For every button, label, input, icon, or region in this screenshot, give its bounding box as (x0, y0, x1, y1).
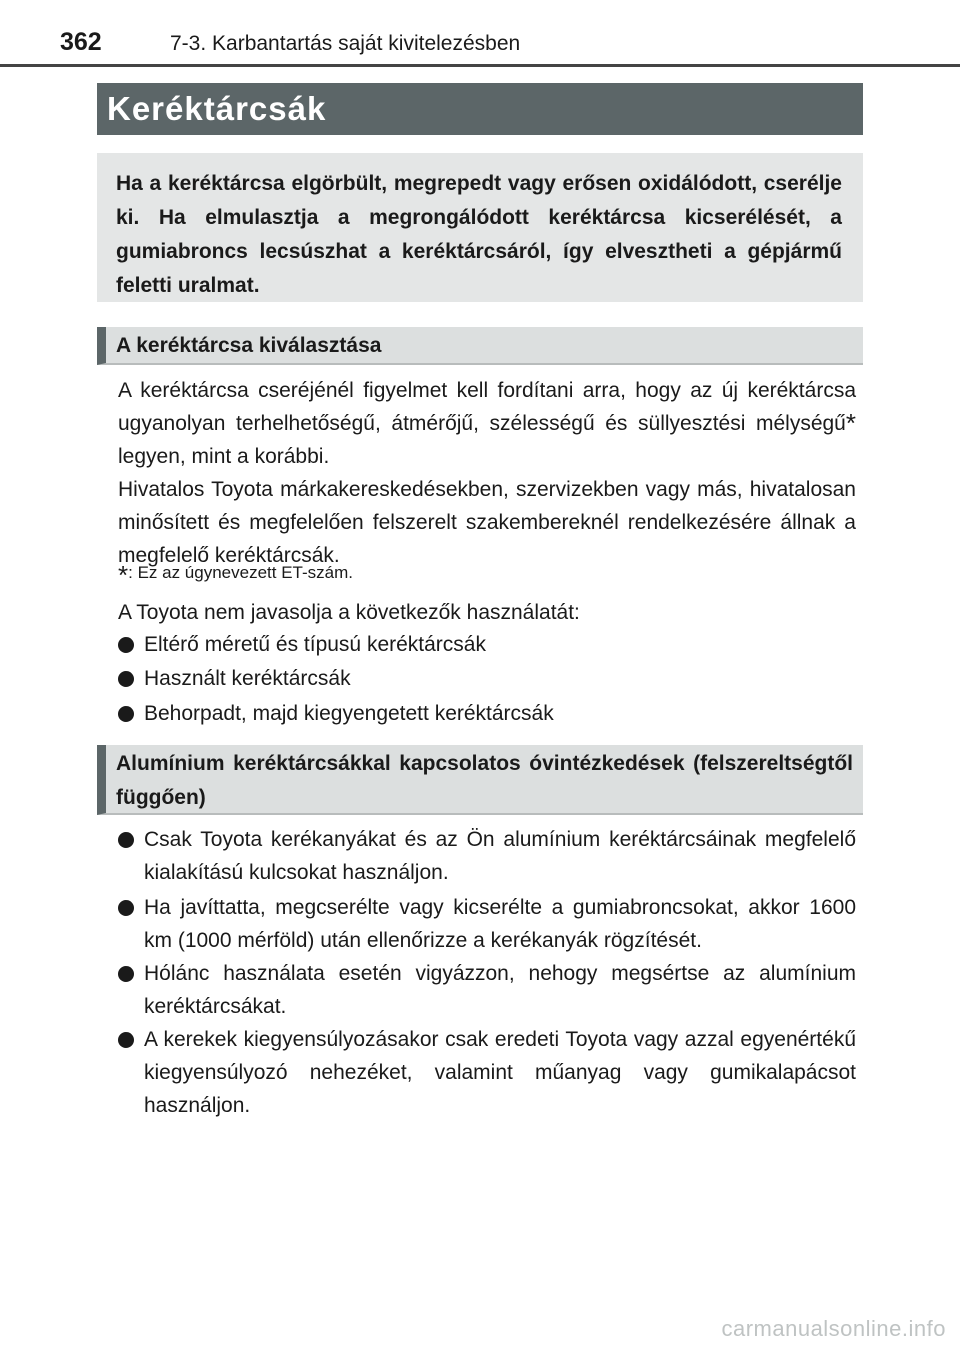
dealer-paragraph: Hivatalos Toyota márkakereskedésekben, szervizekben vagy más, hivatalosan minősített és megfelelően felszerelt szakembereknél rendelkezésére állnak a megfelelő keréktárcsák. (118, 478, 856, 567)
list-item-text: Hólánc használata esetén vigyázzon, nehogy megsértse az alumínium keréktárcsákat. (144, 962, 856, 1018)
list-item-text: Használt keréktárcsák (144, 667, 351, 690)
footnote-text: : Ez az úgynevezett ET-szám. (128, 563, 353, 582)
bullet-icon (118, 637, 134, 653)
list-item-text: Ha javíttatta, megcserélte vagy kicserélte a gumiabroncsokat, akkor 1600 km (1000 mérföld) után ellenőrizze a kerékanyák rögzítését. (144, 896, 856, 952)
watermark: carmanualsonline.info (721, 1316, 946, 1341)
page-number: 362 (60, 28, 102, 56)
section-heading-aluminium (97, 745, 863, 815)
not-recommended-intro: A Toyota nem javasolja a következők használatát: (118, 601, 580, 624)
list-item-text: Behorpadt, majd kiegyengetett keréktárcsák (144, 702, 554, 725)
list-item-text: A kerekek kiegyensúlyozásakor csak eredeti Toyota vagy azzal egyenértékű kiegyensúlyozó nehezéket, valamint műanyag vagy gumikalapácsot használjon. (144, 1028, 856, 1117)
list-item-text: Csak Toyota kerékanyákat és az Ön alumínium keréktárcsáinak megfelelő kialakítású kulcsokat használjon. (144, 828, 856, 884)
section-heading-selection (97, 327, 863, 365)
warning-box (97, 153, 863, 302)
header-rule (0, 64, 960, 67)
bullet-icon (118, 671, 134, 687)
bullet-icon (118, 966, 134, 982)
title-bar (97, 83, 863, 135)
list-item-text: Eltérő méretű és típusú keréktárcsák (144, 633, 486, 656)
page-title: Keréktárcsák (107, 90, 327, 127)
bullet-icon (118, 832, 134, 848)
bullet-icon (118, 1032, 134, 1048)
footnote (118, 560, 856, 591)
bullet-icon (118, 900, 134, 916)
selection-paragraph (118, 374, 856, 473)
selection-paragraph-b: legyen, mint a korábbi. (118, 445, 330, 468)
footnote-marker: * (845, 408, 856, 438)
bullet-icon (118, 706, 134, 722)
warning-text: Ha a keréktárcsa elgörbült, megrepedt vagy erősen oxidálódott, cserélje ki. Ha elmulasztja a megrongálódott keréktárcsa kicserélését, a gumiabroncs lecsúszhat a keréktárcsáról, így elvesztheti a gépjármű feletti uralmat. (116, 172, 842, 297)
section-heading-aluminium-text: Alumínium keréktárcsákkal kapcsolatos óvintézkedések (felszereltségtől függően) (116, 752, 853, 809)
running-head: 7-3. Karbantartás saját kivitelezésben (170, 32, 521, 55)
footnote-star: * (118, 560, 129, 590)
section-heading-selection-text: A keréktárcsa kiválasztása (116, 334, 382, 357)
selection-paragraph-a: A keréktárcsa cseréjénél figyelmet kell fordítani arra, hogy az új keréktárcsa ugyanolyan terhelhetőségű, átmérőjű, szélességű és süllyesztési mélységű (118, 379, 856, 435)
